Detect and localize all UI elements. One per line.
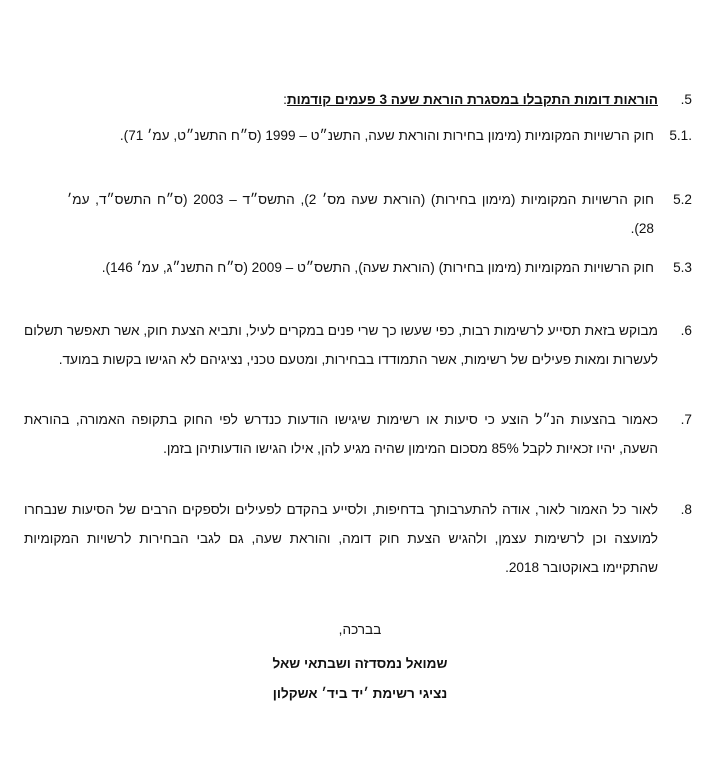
section-7-number: .7	[680, 412, 692, 427]
section-8-text: לאור כל האמור לאור, אודה להתערבותך בדחיפות, ולסייע בהקדם לפעילים ולספקים הרבים של הסיעות שנבחרו למועצה וכן לרשימות עצמן, ולהגיש הצעת חוק דומה, והוראת שעה, גם לגבי הבחירות לרשויות המקומיות שהתקיימו באוקטובר 2018.	[24, 502, 658, 575]
signature-greeting: בברכה,	[338, 622, 382, 637]
section-7-text: כאמור בהצעות הנ״ל הוצע כי סיעות או רשימות שיגישו הודעות כנדרש לפי החוק בתקופה האמורה, בהוראת השעה, יהיו זכאיות לקבל 85% מסכום המימון שהיה מגיע להן, אילו הגישו הודעותיהן בזמן.	[24, 412, 658, 456]
subitem-number: 5.2	[673, 192, 692, 207]
section-6	[24, 316, 692, 374]
subitem-5-1	[67, 121, 692, 150]
section-8-number: .8	[680, 502, 692, 517]
section-6-number: .6	[680, 323, 692, 338]
section-5-number: .5	[680, 92, 692, 107]
subitem-5-2	[67, 185, 692, 243]
section-5-heading: הוראות דומות התקבלו במסגרת הוראת שעה 3 פעמים קודמות	[286, 92, 658, 107]
subitem-number: 5.1.	[669, 128, 692, 143]
signature-title: נציגי רשימת ׳יד ביד׳ אשקלון	[272, 686, 448, 701]
signature-names: שמואל נמסדזה ושבתאי שאל	[272, 656, 448, 671]
section-5	[24, 85, 692, 114]
subitem-5-3	[67, 253, 692, 282]
subitem-text: חוק הרשויות המקומיות (מימון בחירות) (הוראת שעה), התשס״ט – 2009 (ס״ח התשנ״ג, עמ׳ 146).	[101, 260, 654, 275]
section-6-text: מבוקש בזאת תסייע לרשימות רבות, כפי שעשו כך שרי פנים במקרים לעיל, ותביא הצעת חוק, אשר תאפשר תשלום לעשרות ומאות פעילים של רשימות, אשר התמודדו בבחירות, ומטעם טכני, נציגיהם לא הגישו בקשות במועד.	[24, 323, 658, 367]
subitem-text: חוק הרשויות המקומיות (מימון בחירות) (הוראת שעה מס׳ 2), התשס״ד – 2003 (ס״ח התשס״ד, עמ׳ 28).	[67, 192, 655, 236]
subitem-text: חוק הרשויות המקומיות (מימון בחירות והוראת שעה, התשנ״ט – 1999 (ס״ח התשנ״ט, עמ׳ 71).	[119, 128, 654, 143]
section-8	[24, 495, 692, 582]
subitem-number: 5.3	[673, 260, 692, 275]
section-7	[24, 405, 692, 463]
section-5-colon: :	[283, 92, 287, 107]
